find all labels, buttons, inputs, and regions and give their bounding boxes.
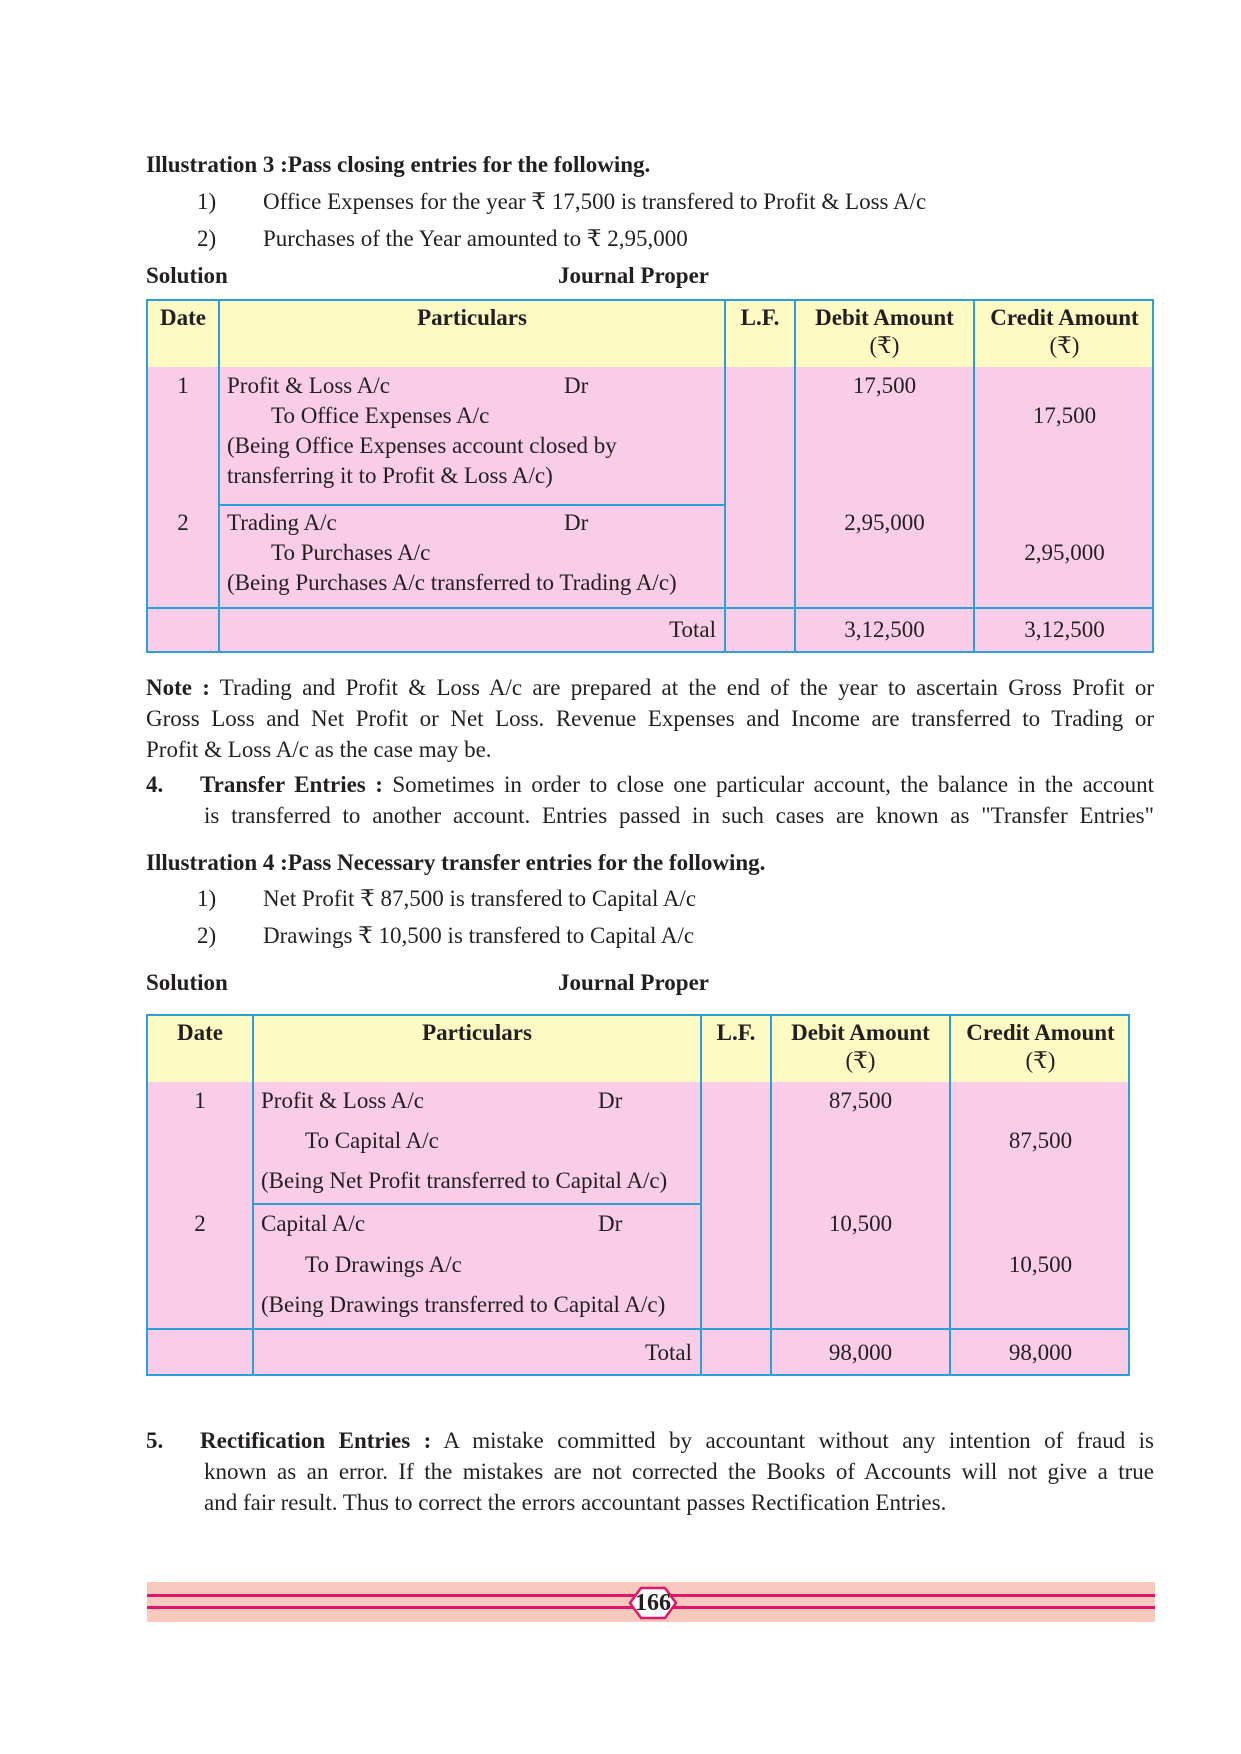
t2-entry-2-credit-amount: 10,500 xyxy=(1008,1252,1073,1277)
entry-1-narration-line-1: (Being Office Expenses account closed by xyxy=(227,433,617,458)
note-paragraph xyxy=(146,672,1154,765)
t2-entry-1-debit-account: Profit & Loss A/c xyxy=(261,1088,424,1113)
point-5-line-2: known as an error. If the mistakes are not corrected the Books of Accounts will not give a true xyxy=(204,1459,1154,1484)
journal-table-2 xyxy=(146,1014,1130,1376)
entry-separator-2 xyxy=(252,1203,700,1205)
t2-entry-1-dr: Dr xyxy=(598,1088,623,1113)
entry-2-debit-account: Trading A/c xyxy=(227,510,337,535)
entry-2-dr: Dr xyxy=(564,510,589,535)
illustration-4-item-2-text: Drawings ₹ 10,500 is transfered to Capital A/c xyxy=(263,923,695,948)
solution-label: Solution xyxy=(146,263,228,288)
total-debit: 3,12,500 xyxy=(844,617,925,642)
journal-title: Journal Proper xyxy=(558,263,709,288)
illustration-4-item-1-number: 1) xyxy=(197,886,217,911)
t2-entry-2-debit-account: Capital A/c xyxy=(261,1211,366,1236)
t2-entry-2-credit-account: To Drawings A/c xyxy=(305,1252,462,1277)
point-4-number: 4. xyxy=(146,772,164,797)
note-line-3: Profit & Loss A/c as the case may be. xyxy=(146,737,492,762)
entry-2-credit-amount: 2,95,000 xyxy=(1024,540,1105,565)
point-5-line-1: A mistake committed by accountant without any intention of fraud is xyxy=(431,1428,1154,1453)
point-5-line-1-wrap xyxy=(200,1425,1154,1456)
header-particulars: Particulars xyxy=(417,305,527,330)
point-4-line-2: is transferred to another account. Entries passed in such cases are known as "Transfer Entries" xyxy=(204,803,1154,828)
entry-1-narration-line-2: transferring it to Profit & Loss A/c) xyxy=(227,463,553,488)
entry-2-date: 2 xyxy=(177,510,189,535)
point-5-body xyxy=(204,1456,1154,1518)
header-particulars-2: Particulars xyxy=(422,1020,532,1045)
header-credit-currency: (₹) xyxy=(1049,333,1080,358)
t2-entry-1-debit-amount: 87,500 xyxy=(828,1088,893,1113)
t2-entry-2-narration: (Being Drawings transferred to Capital A/c) xyxy=(261,1292,666,1317)
illustration-3-item-1-number: 1) xyxy=(197,189,217,214)
header-credit-2: Credit Amount xyxy=(966,1020,1115,1045)
header-lf: L.F. xyxy=(740,305,780,330)
point-5-label: Rectification Entries : xyxy=(200,1428,432,1453)
entry-1-debit-account: Profit & Loss A/c xyxy=(227,373,390,398)
t2-entry-2-dr: Dr xyxy=(598,1211,623,1236)
illustration-4-title: Illustration 4 :Pass Necessary transfer entries for the following. xyxy=(146,850,766,875)
solution-label-2: Solution xyxy=(146,970,228,995)
entry-1-credit-amount: 17,500 xyxy=(1032,403,1097,428)
entry-1-debit-amount: 17,500 xyxy=(852,373,917,398)
illustration-3-item-1-text: Office Expenses for the year ₹ 17,500 is transfered to Profit & Loss A/c xyxy=(263,189,927,214)
total-label-2: Total xyxy=(645,1340,692,1365)
header-debit: Debit Amount xyxy=(815,305,954,330)
point-4-label: Transfer Entries : xyxy=(200,772,383,797)
total-credit: 3,12,500 xyxy=(1024,617,1105,642)
illustration-3-item-2-text: Purchases of the Year amounted to ₹ 2,95,000 xyxy=(263,226,688,251)
total-debit-2: 98,000 xyxy=(828,1340,893,1365)
entry-1-dr: Dr xyxy=(564,373,589,398)
illustration-4-item-2-number: 2) xyxy=(197,923,217,948)
note-line-1: Trading and Profit & Loss A/c are prepared at the end of the year to ascertain Gross Profit or xyxy=(209,675,1155,700)
point-5-number: 5. xyxy=(146,1428,164,1453)
journal-title-2: Journal Proper xyxy=(558,970,709,995)
t2-entry-1-date: 1 xyxy=(194,1088,206,1113)
t2-entry-2-debit-amount: 10,500 xyxy=(828,1211,893,1236)
entry-2-narration: (Being Purchases A/c transferred to Trading A/c) xyxy=(227,570,677,595)
header-debit-currency: (₹) xyxy=(869,333,900,358)
header-credit-currency-2: (₹) xyxy=(1025,1048,1056,1073)
entry-2-credit-account: To Purchases A/c xyxy=(271,540,431,565)
page-number: 166 xyxy=(635,1590,671,1616)
t2-entry-1-credit-account: To Capital A/c xyxy=(305,1128,439,1153)
entry-1-credit-account: To Office Expenses A/c xyxy=(271,403,490,428)
note-label: Note : xyxy=(146,675,210,700)
point-5-line-3: and fair result. Thus to correct the errors accountant passes Rectification Entries. xyxy=(204,1490,947,1515)
total-credit-2: 98,000 xyxy=(1008,1340,1073,1365)
header-date-2: Date xyxy=(177,1020,223,1045)
journal-table-1 xyxy=(146,299,1154,653)
note-line-2: Gross Loss and Net Profit or Net Loss. Revenue Expenses and Income are transferred to Trading or xyxy=(146,706,1154,731)
t2-entry-1-credit-amount: 87,500 xyxy=(1008,1128,1073,1153)
header-lf-2: L.F. xyxy=(716,1020,756,1045)
point-4-line-1-wrap xyxy=(200,769,1154,800)
total-label: Total xyxy=(669,617,716,642)
t2-entry-2-date: 2 xyxy=(194,1211,206,1236)
illustration-4-item-1-text: Net Profit ₹ 87,500 is transfered to Capital A/c xyxy=(263,886,697,911)
point-4-line-1: Sometimes in order to close one particular account, the balance in the account xyxy=(382,772,1154,797)
illustration-3-item-2-number: 2) xyxy=(197,226,217,251)
t2-entry-1-narration: (Being Net Profit transferred to Capital A/c) xyxy=(261,1168,668,1193)
entry-separator xyxy=(218,504,724,506)
header-credit: Credit Amount xyxy=(990,305,1139,330)
point-4-line-2-wrap xyxy=(204,800,1154,831)
header-debit-2: Debit Amount xyxy=(791,1020,930,1045)
illustration-3-title: Illustration 3 :Pass closing entries for the following. xyxy=(146,152,651,177)
header-date: Date xyxy=(160,305,206,330)
header-debit-currency-2: (₹) xyxy=(845,1048,876,1073)
entry-2-debit-amount: 2,95,000 xyxy=(844,510,925,535)
entry-1-date: 1 xyxy=(177,373,189,398)
